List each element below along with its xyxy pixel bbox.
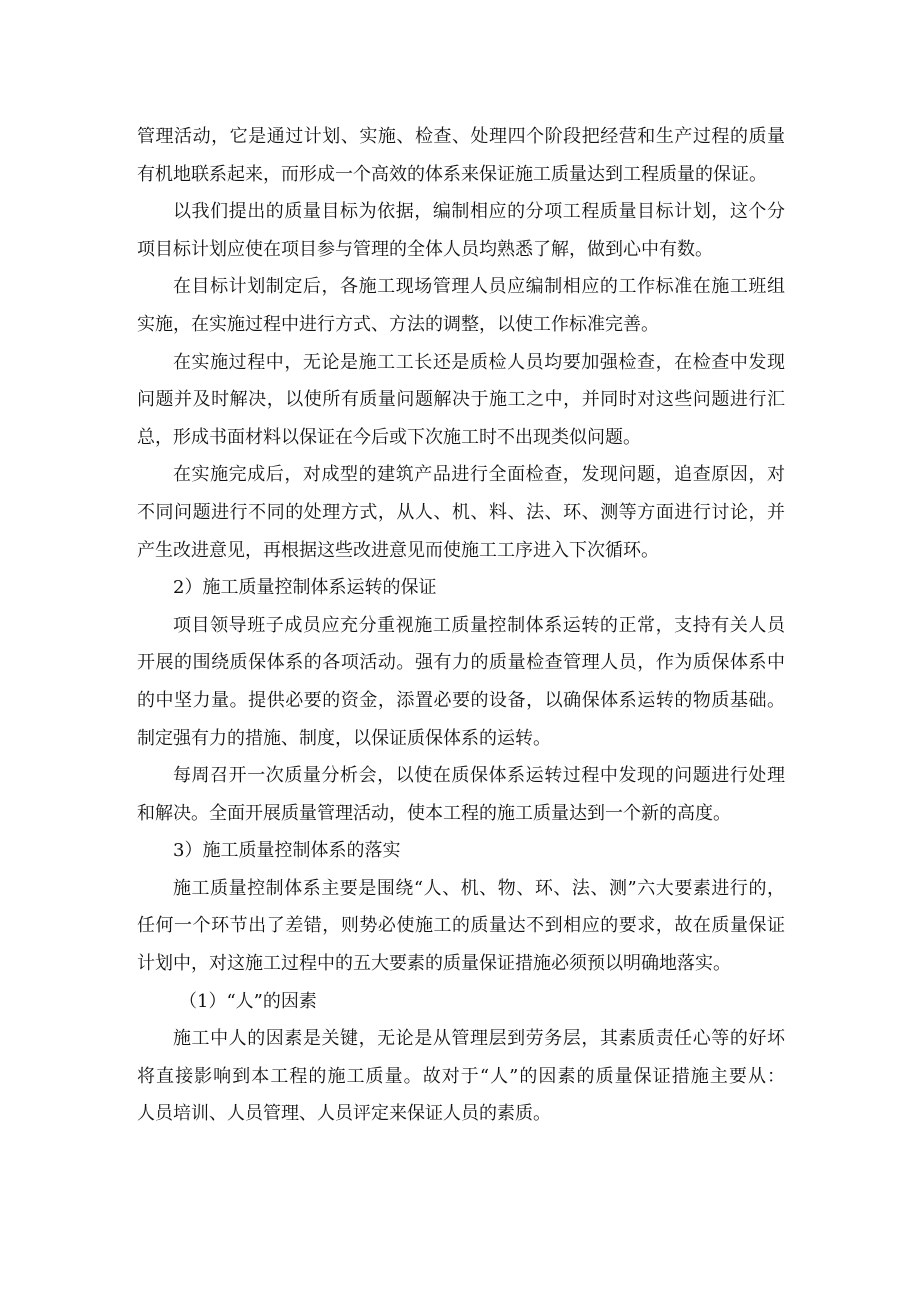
paragraph-line: 实施，在实施过程中进行方式、方法的调整，以使工作标准完善。 xyxy=(137,313,659,335)
paragraph-line: 的中坚力量。提供必要的资金，添置必要的设备，以确保体系运转的物质基础。 xyxy=(137,689,785,711)
paragraph-line: 在实施过程中，无论是施工工长还是质检人员均要加强检查，在检查中发现 xyxy=(173,351,785,373)
paragraph-line: 在实施完成后，对成型的建筑产品进行全面检查，发现问题，追查原因，对 xyxy=(173,464,785,486)
paragraph-line: 开展的围绕质保体系的各项活动。强有力的质量检查管理人员，作为质保体系中 xyxy=(137,652,785,674)
paragraph-line: 不同问题进行不同的处理方式，从人、机、料、法、环、测等方面进行讨论，并 xyxy=(137,501,785,523)
paragraph-line: 项目标计划应使在项目参与管理的全体人员均熟悉了解，做到心中有数。 xyxy=(137,238,713,260)
section-heading: 2）施工质量控制体系运转的保证 xyxy=(173,577,437,599)
paragraph-line: 和解决。全面开展质量管理活动，使本工程的施工质量达到一个新的高度。 xyxy=(137,802,731,824)
paragraph-line: 制定强有力的措施、制度，以保证质保体系的运转。 xyxy=(137,727,551,749)
paragraph-line: 问题并及时解决，以使所有质量问题解决于施工之中，并同时对这些问题进行汇 xyxy=(137,389,785,411)
paragraph-line: 管理活动，它是通过计划、实施、检查、处理四个阶段把经营和生产过程的质量 xyxy=(137,126,785,147)
paragraph-line: 项目领导班子成员应充分重视施工质量控制体系运转的正常，支持有关人员 xyxy=(173,614,785,636)
section-heading: 3）施工质量控制体系的落实 xyxy=(173,840,401,862)
paragraph-line: 任何一个环节出了差错，则势必使施工的质量达不到相应的要求，故在质量保证 xyxy=(137,915,785,937)
paragraph-line: 计划中，对这施工过程中的五大要素的质量保证措施必须预以明确地落实。 xyxy=(137,953,731,975)
document-body xyxy=(137,118,785,1133)
paragraph-line: 总，形成书面材料以保证在今后或下次施工时不出现类似问题。 xyxy=(137,426,641,448)
paragraph-line: 有机地联系起来，而形成一个高效的体系来保证施工质量达到工程质量的保证。 xyxy=(137,163,767,185)
paragraph-line: 施工质量控制体系主要是围绕“人、机、物、环、法、测”六大要素进行的， xyxy=(173,877,785,899)
paragraph-line: 产生改进意见，再根据这些改进意见而使施工工序进入下次循环。 xyxy=(137,539,659,561)
paragraph-line: 将直接影响到本工程的施工质量。故对于“人”的因素的质量保证措施主要从： xyxy=(137,1065,785,1087)
paragraph-line: 人员培训、人员管理、人员评定来保证人员的素质。 xyxy=(137,1103,551,1125)
paragraph-line: 在目标计划制定后，各施工现场管理人员应编制相应的工作标准在施工班组 xyxy=(173,276,785,298)
paragraph-line: 施工中人的因素是关键，无论是从管理层到劳务层，其素质责任心等的好坏 xyxy=(173,1028,785,1050)
subsection-heading: （1）“人”的因素 xyxy=(179,990,317,1012)
paragraph-line: 以我们提出的质量目标为依据，编制相应的分项工程质量目标计划，这个分 xyxy=(173,201,785,223)
paragraph-line: 每周召开一次质量分析会，以使在质保体系运转过程中发现的问题进行处理 xyxy=(173,765,785,787)
